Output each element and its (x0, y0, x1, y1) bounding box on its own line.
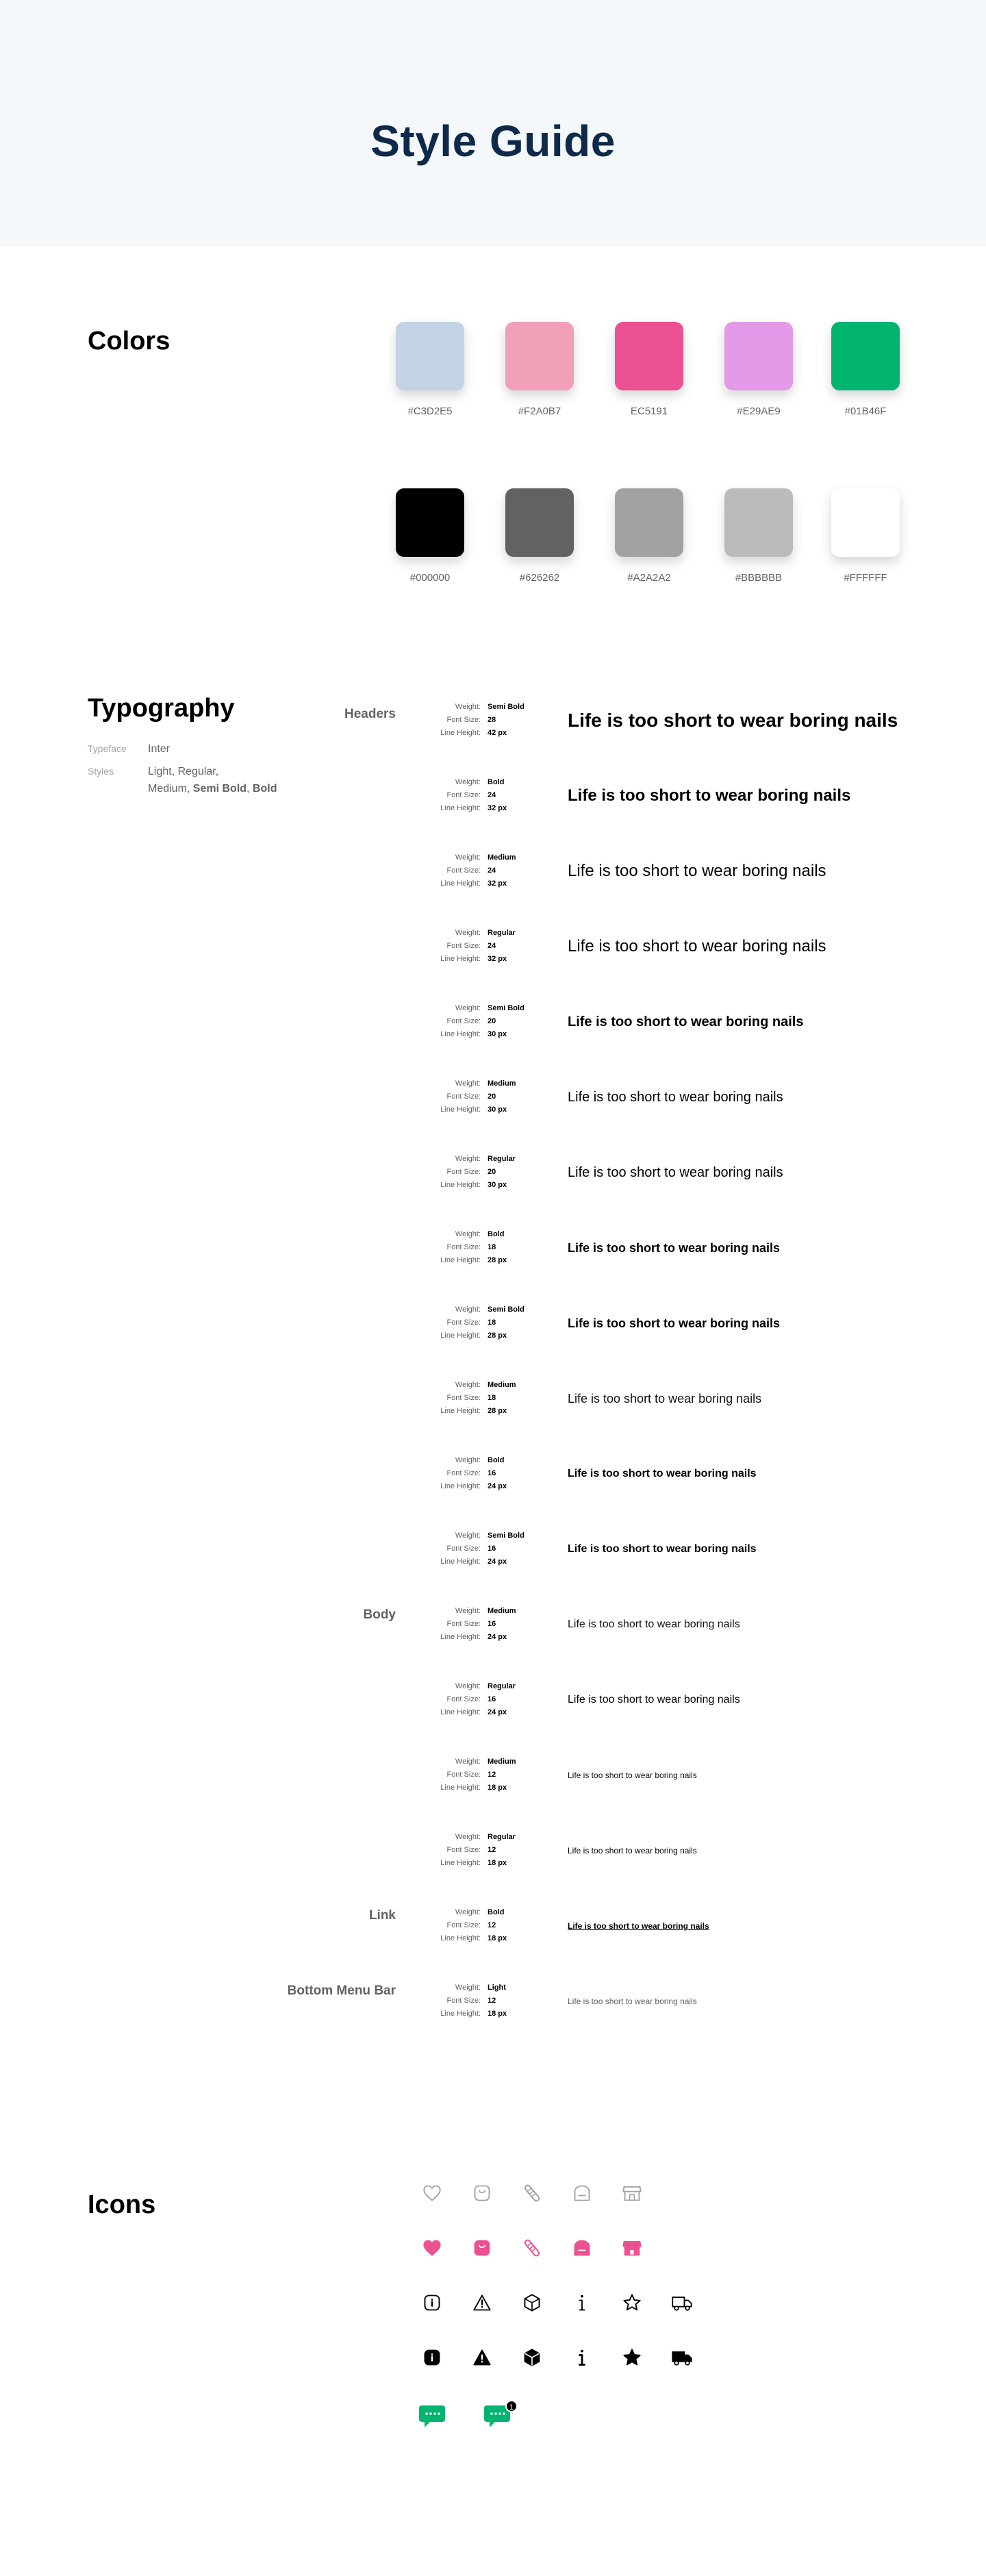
heart-filled-icon (418, 2234, 446, 2262)
spec-value: 30 px (488, 1105, 507, 1114)
spec-row (411, 1781, 616, 1795)
spec-key: Line Height: (440, 1934, 481, 1942)
spec-value: Semi Bold (488, 1531, 524, 1540)
spec-key: Line Height: (440, 1784, 481, 1792)
spec-key: Weight: (455, 1155, 481, 1163)
spec-key: Line Height: (440, 1859, 481, 1867)
spec-key: Weight: (455, 1230, 481, 1238)
spec-value: Regular (488, 1833, 516, 1841)
spec-key: Line Height: (440, 1558, 481, 1566)
spec-value: 30 px (488, 1181, 507, 1189)
spec-value: 24 (488, 791, 496, 799)
spec-key: Font Size: (446, 1997, 481, 2005)
styles-separator: , (246, 783, 253, 795)
spec-value: 20 (488, 1092, 496, 1101)
spec-value: Medium (488, 1607, 516, 1615)
color-swatch (831, 488, 900, 584)
color-swatch (396, 488, 464, 584)
type-sample: Life is too short to wear boring nails (568, 1468, 757, 1479)
swatch-code: #01B46F (844, 405, 887, 417)
spec-value: 28 (488, 716, 496, 724)
nail-file-filled-icon (518, 2234, 546, 2262)
spec-key: Line Height: (440, 955, 481, 963)
spec-value: 24 px (488, 1482, 507, 1490)
box-outline-icon (518, 2289, 546, 2316)
spec-value: 24 (488, 942, 496, 950)
spec-key: Line Height: (440, 729, 481, 737)
swatch-code: #F2A0B7 (518, 405, 561, 417)
category-headers: Headers (344, 707, 396, 721)
spec-value: 28 px (488, 1331, 507, 1340)
swatch-code: EC5191 (630, 405, 668, 417)
spec-value: 32 px (488, 804, 507, 812)
color-swatch (724, 322, 793, 417)
spec-key: Line Height: (440, 1482, 481, 1490)
swatch-code: #C3D2E5 (407, 405, 453, 417)
spec-key: Weight: (455, 1456, 481, 1464)
spec-key: Font Size: (446, 1695, 481, 1703)
spec-row (411, 2008, 616, 2021)
spec-key: Weight: (455, 1908, 481, 1916)
color-swatch (505, 322, 574, 417)
spec-value: 16 (488, 1545, 496, 1553)
home-filled-icon (568, 2234, 596, 2262)
type-sample: Life is too short to wear boring nails (568, 1618, 740, 1630)
info-square-filled-icon (418, 2344, 446, 2371)
typeface-value: Inter (148, 743, 170, 755)
type-sample: Life is too short to wear boring nails (568, 937, 826, 955)
spec-key: Font Size: (446, 942, 481, 950)
spec-key: Weight: (455, 1305, 481, 1314)
nail-file-outline-icon (518, 2179, 546, 2207)
type-sample: Life is too short to wear boring nails (568, 1090, 783, 1105)
category-body: Body (363, 1608, 396, 1622)
chat-bubble-icon (412, 2397, 453, 2438)
spec-key: Font Size: (446, 1092, 481, 1101)
link-sample[interactable]: Life is too short to wear boring nails (568, 1921, 709, 1931)
spec-value: 18 px (488, 1859, 507, 1867)
spec-value: Medium (488, 1079, 516, 1088)
type-sample: Life is too short to wear boring nails (568, 1316, 781, 1330)
spec-value: Bold (488, 1456, 505, 1464)
swatch-chip (831, 322, 900, 390)
spec-key: Font Size: (446, 1168, 481, 1176)
styles-bold: Bold (252, 783, 277, 795)
spec-key: Line Height: (440, 1105, 481, 1114)
info-bold-icon (568, 2344, 596, 2371)
spec-value: 12 (488, 1997, 496, 2005)
spec-key: Font Size: (446, 1469, 481, 1477)
spec-key: Font Size: (446, 716, 481, 724)
spec-row (411, 1755, 616, 1768)
spec-key: Font Size: (446, 1545, 481, 1553)
type-sample: Life is too short to wear boring nails (568, 786, 851, 805)
spec-key: Weight: (455, 1682, 481, 1690)
spec-key: Font Size: (446, 1771, 481, 1779)
swatch-code: #E29AE9 (737, 405, 781, 417)
icons-section-title: Icons (88, 2190, 156, 2219)
color-swatch (831, 322, 900, 417)
spec-key: Line Height: (440, 1407, 481, 1415)
spec-value: Medium (488, 1381, 516, 1389)
spec-value: 18 (488, 1243, 496, 1251)
styles-medium: Medium, (148, 783, 193, 795)
spec-value: 12 (488, 1921, 496, 1929)
store-filled-icon (618, 2234, 646, 2262)
spec-key: Weight: (455, 1079, 481, 1088)
type-sample: Life is too short to wear boring nails (568, 1014, 804, 1029)
spec-value: Medium (488, 1758, 516, 1766)
spec-value: 18 (488, 1318, 496, 1327)
spec-key: Weight: (455, 778, 481, 786)
type-sample: Life is too short to wear boring nails (568, 1997, 697, 2006)
type-sample: Life is too short to wear boring nails (568, 862, 826, 880)
spec-value: 18 px (488, 2010, 507, 2018)
spec-value: Medium (488, 853, 516, 862)
spec-key: Font Size: (446, 1017, 481, 1025)
spec-value: Regular (488, 929, 516, 937)
swatch-chip (505, 488, 574, 557)
colors-section-title: Colors (88, 327, 170, 355)
spec-key: Weight: (455, 1607, 481, 1615)
color-swatch (396, 322, 464, 417)
spec-value: 16 (488, 1695, 496, 1703)
spec-value: 20 (488, 1168, 496, 1176)
styles-label: Styles (88, 766, 114, 777)
spec-key: Font Size: (446, 1243, 481, 1251)
spec-key: Weight: (455, 1833, 481, 1841)
spec-value: Bold (488, 778, 505, 786)
spec-value: 32 px (488, 955, 507, 963)
spec-value: Regular (488, 1682, 516, 1690)
spec-value: 24 (488, 866, 496, 875)
type-sample: Life is too short to wear boring nails (568, 1694, 740, 1705)
spec-value: 28 px (488, 1407, 507, 1415)
category-bottom-menu-bar: Bottom Menu Bar (287, 1984, 396, 1998)
page-title: Style Guide (370, 116, 616, 166)
spec-key: Font Size: (446, 1318, 481, 1327)
color-swatch (505, 488, 574, 584)
spec-value: 20 (488, 1017, 496, 1025)
type-sample: Life is too short to wear boring nails (568, 1771, 697, 1780)
notification-badge: 1 (505, 2400, 518, 2412)
swatch-code: #626262 (519, 572, 560, 584)
swatch-code: #BBBBBB (735, 572, 783, 584)
spec-value: Bold (488, 1908, 505, 1916)
spec-key: Weight: (455, 703, 481, 711)
swatch-chip (396, 488, 464, 557)
swatch-chip (724, 322, 793, 390)
type-sample: Life is too short to wear boring nails (568, 1392, 762, 1405)
spec-key: Line Height: (440, 1708, 481, 1716)
swatch-chip (724, 488, 793, 557)
spec-value: 28 px (488, 1256, 507, 1264)
color-swatch (615, 322, 683, 417)
spec-key: Font Size: (446, 866, 481, 875)
spec-key: Font Size: (446, 1921, 481, 1929)
info-square-outline-icon (418, 2289, 446, 2316)
star-filled-icon (618, 2344, 646, 2371)
spec-value: 24 px (488, 1633, 507, 1641)
delivery-truck-outline-icon (668, 2289, 696, 2316)
spec-value: 24 px (488, 1708, 507, 1716)
warning-outline-icon (468, 2289, 496, 2316)
spec-row (411, 1857, 616, 1870)
heart-outline-icon (418, 2179, 446, 2207)
spec-value: 18 px (488, 1934, 507, 1942)
type-sample: Life is too short to wear boring nails (568, 1846, 697, 1855)
spec-key: Line Height: (440, 804, 481, 812)
spec-value: 12 (488, 1771, 496, 1779)
typography-section-title: Typography (88, 694, 235, 723)
spec-key: Font Size: (446, 1394, 481, 1402)
spec-value: 42 px (488, 729, 507, 737)
spec-value: 18 px (488, 1784, 507, 1792)
spec-value: 16 (488, 1620, 496, 1628)
spec-value: Semi Bold (488, 703, 524, 711)
spec-key: Weight: (455, 1004, 481, 1012)
spec-value: 30 px (488, 1030, 507, 1038)
spec-key: Line Height: (440, 1331, 481, 1340)
star-outline-icon (618, 2289, 646, 2316)
swatch-code: #A2A2A2 (627, 572, 671, 584)
type-sample: Life is too short to wear boring nails (568, 1241, 781, 1255)
spec-value: 12 (488, 1846, 496, 1854)
swatch-code: #000000 (409, 572, 451, 584)
swatch-chip (615, 322, 683, 390)
styles-value (148, 763, 277, 797)
spec-value: 18 (488, 1394, 496, 1402)
type-sample: Life is too short to wear boring nails (568, 710, 898, 731)
swatch-chip (505, 322, 574, 390)
color-swatch (724, 488, 793, 584)
spec-key: Weight: (455, 1984, 481, 1992)
spec-key: Line Height: (440, 879, 481, 888)
spec-key: Weight: (455, 1381, 481, 1389)
spec-value: 32 px (488, 879, 507, 888)
spec-value: 24 px (488, 1558, 507, 1566)
type-sample: Life is too short to wear boring nails (568, 1165, 783, 1180)
spec-key: Weight: (455, 1531, 481, 1540)
swatch-code: #FFFFFF (844, 572, 887, 584)
warning-filled-icon (468, 2344, 496, 2371)
spec-value: Light (488, 1984, 506, 1992)
spec-key: Line Height: (440, 2010, 481, 2018)
spec-key: Line Height: (440, 1030, 481, 1038)
spec-key: Font Size: (446, 791, 481, 799)
swatch-chip (831, 488, 900, 557)
spec-row (411, 1831, 616, 1844)
spec-key: Font Size: (446, 1846, 481, 1854)
swatch-chip (615, 488, 683, 557)
swatch-chip (396, 322, 464, 390)
spec-key: Line Height: (440, 1633, 481, 1641)
spec-value: Semi Bold (488, 1305, 524, 1314)
spec-row (411, 1981, 616, 1994)
category-link: Link (368, 1908, 396, 1923)
spec-value: Semi Bold (488, 1004, 524, 1012)
info-icon (568, 2289, 596, 2316)
typeface-label: Typeface (88, 743, 127, 754)
type-sample: Life is too short to wear boring nails (568, 1543, 757, 1555)
spec-key: Line Height: (440, 1256, 481, 1264)
spec-key: Line Height: (440, 1181, 481, 1189)
styles-line-2 (148, 780, 277, 797)
color-swatch (615, 488, 683, 584)
spec-row (411, 1932, 616, 1945)
spec-key: Weight: (455, 1758, 481, 1766)
styles-semibold: Semi Bold (192, 783, 247, 795)
spec-key: Weight: (455, 853, 481, 862)
hero-banner (0, 0, 986, 247)
spec-value: Bold (488, 1230, 505, 1238)
spec-key: Font Size: (446, 1620, 481, 1628)
spec-row (411, 1906, 616, 1919)
chat-bubble-notification-icon (477, 2397, 518, 2438)
shopping-bag-outline-icon (468, 2179, 496, 2207)
shopping-bag-filled-icon (468, 2234, 496, 2262)
box-filled-icon (518, 2344, 546, 2371)
styles-line-1: Light, Regular, (148, 766, 219, 777)
spec-value: Regular (488, 1155, 516, 1163)
store-outline-icon (618, 2179, 646, 2207)
spec-key: Weight: (455, 929, 481, 937)
delivery-truck-filled-icon (668, 2344, 696, 2371)
home-outline-icon (568, 2179, 596, 2207)
spec-value: 16 (488, 1469, 496, 1477)
